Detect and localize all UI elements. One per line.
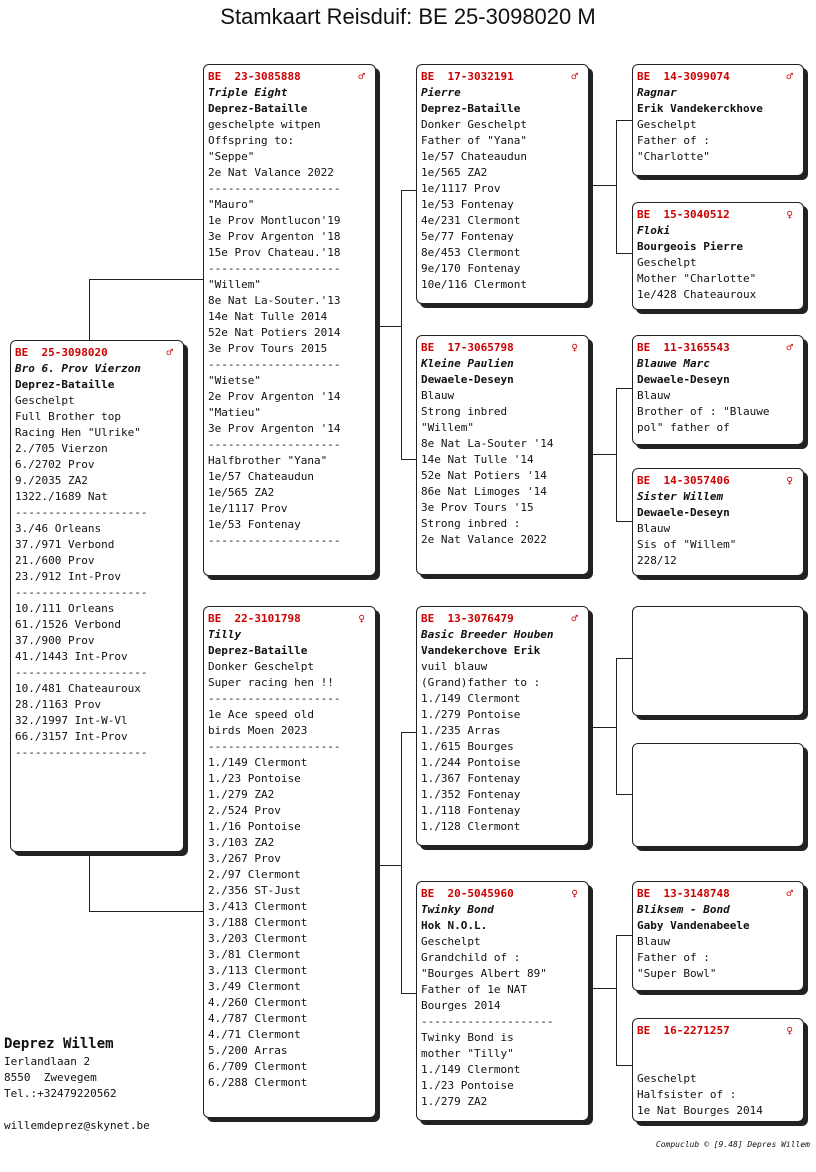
info-line: 8e Nat La-Souter '14 [421, 437, 554, 450]
pigeon-card-dam-dam [416, 881, 589, 1121]
info-line: -------------------- [208, 182, 341, 195]
info-line: 1./352 Fontenay [421, 788, 521, 801]
female-symbol-icon: ♀ [786, 208, 793, 221]
connector-line [616, 658, 617, 795]
connector-line [401, 993, 417, 994]
connector-line [591, 454, 616, 455]
info-line: 1./16 Pontoise [208, 820, 301, 833]
info-line: -------------------- [421, 1015, 554, 1028]
info-line: 1e Ace speed old [208, 708, 314, 721]
info-line: vuil blauw [421, 660, 488, 673]
info-line: 10./111 Orleans [15, 602, 115, 615]
breeder-name [637, 1055, 803, 1071]
info-line: 2e Nat Valance 2022 [421, 533, 547, 546]
info-line: 9e/170 Fontenay [421, 262, 521, 275]
ring-text: BE 15-3040512 [637, 208, 730, 221]
pigeon-card-sire-sire [416, 64, 589, 304]
breeder-city: 8550 Zwevegem [4, 1071, 97, 1084]
info-line: 8e/453 Clermont [421, 246, 521, 259]
info-line: 61./1526 Verbond [15, 618, 121, 631]
ring-number [421, 886, 588, 902]
info-line: 1./279 Pontoise [421, 708, 521, 721]
info-line: -------------------- [208, 692, 341, 705]
info-line: 9./2035 ZA2 [15, 474, 88, 487]
info-line: 1./367 Fontenay [421, 772, 521, 785]
info-line: Blauw [637, 935, 671, 948]
info-line: 2e Prov Argenton '14 [208, 390, 341, 403]
info-line: -------------------- [208, 438, 341, 451]
info-line: 1./118 Fontenay [421, 804, 521, 817]
info-line: 1./128 Clermont [421, 820, 521, 833]
info-line: -------------------- [208, 358, 341, 371]
info-line: 1e/1117 Prov [421, 182, 501, 195]
info-line: (Grand)father to : [421, 676, 541, 689]
info-line: 28./1163 Prov [15, 698, 102, 711]
connector-line [616, 794, 633, 795]
info-line: Blauw [637, 389, 671, 402]
info-line: "Seppe" [208, 150, 255, 163]
info-line: Racing Hen "Ulrike" [15, 426, 141, 439]
info-line: Strong inbred : [421, 517, 521, 530]
breeder-name: Deprez-Bataille [421, 102, 521, 115]
pigeon-name: Bliksem - Bond [637, 903, 730, 916]
info-line: 1./235 Arras [421, 724, 501, 737]
info-line: Father of "Yana" [421, 134, 527, 147]
info-line: 37./971 Verbond [15, 538, 115, 551]
ring-text: BE 13-3148748 [637, 887, 730, 900]
ring-number [637, 69, 803, 85]
breeder-name: Deprez Willem [4, 1036, 114, 1052]
info-line: 1e/53 Fontenay [208, 518, 301, 531]
breeder-name: Deprez-Bataille [208, 102, 308, 115]
info-line: 3e Prov Tours 2015 [208, 342, 328, 355]
info-line: 6./288 Clermont [208, 1076, 308, 1089]
breeder-name: Dewaele-Deseyn [421, 373, 514, 386]
pigeon-card-sd-sire [632, 335, 804, 445]
pigeon-name: Twinky Bond [421, 903, 494, 916]
connector-line [401, 459, 417, 460]
info-line: 4./260 Clermont [208, 996, 308, 1009]
male-symbol-icon: ♂ [786, 887, 793, 900]
pigeon-name: Pierre [421, 86, 461, 99]
info-line: Donker Geschelpt [421, 118, 527, 131]
info-line: 1./244 Pontoise [421, 756, 521, 769]
info-line: 2./97 Clermont [208, 868, 301, 881]
ring-text: BE 11-3165543 [637, 341, 730, 354]
info-line: Halfsister of : [637, 1088, 737, 1101]
ring-text: BE 13-3076479 [421, 612, 514, 625]
info-line: 86e Nat Limoges '14 [421, 485, 547, 498]
ring-text: BE 17-3032191 [421, 70, 514, 83]
info-line: Twinky Bond is [421, 1031, 514, 1044]
info-line: 21./600 Prov [15, 554, 95, 567]
info-line: 4e/231 Clermont [421, 214, 521, 227]
info-line: 15e Prov Chateau.'18 [208, 246, 341, 259]
info-line: 14e Nat Tulle '14 [421, 453, 534, 466]
info-line: 1./279 ZA2 [208, 788, 275, 801]
info-line: 3./413 Clermont [208, 900, 308, 913]
pigeon-card-ss-sire [632, 64, 804, 176]
ring-text: BE 20-5045960 [421, 887, 514, 900]
info-line: -------------------- [208, 534, 341, 547]
info-line: birds Moen 2023 [208, 724, 308, 737]
info-line: 6./2702 Prov [15, 458, 95, 471]
info-line: Donker Geschelpt [208, 660, 314, 673]
male-symbol-icon: ♂ [166, 346, 173, 359]
ring-text: BE 14-3057406 [637, 474, 730, 487]
info-line: 1./23 Pontoise [208, 772, 301, 785]
ring-text: BE 14-3099074 [637, 70, 730, 83]
info-line: "Bourges Albert 89" [421, 967, 547, 980]
info-line: 3./267 Prov [208, 852, 281, 865]
female-symbol-icon: ♀ [358, 612, 365, 625]
info-line: 1e Nat Bourges 2014 [637, 1104, 763, 1117]
info-line: 23./912 Int-Prov [15, 570, 121, 583]
ring-number [637, 473, 803, 489]
breeder-name: Gaby Vandenabeele [637, 919, 750, 932]
breeder-name: Dewaele-Deseyn [637, 506, 730, 519]
connector-line [616, 388, 617, 522]
info-line: 1./279 ZA2 [421, 1095, 488, 1108]
female-symbol-icon: ♀ [571, 341, 578, 354]
info-line: 4./71 Clermont [208, 1028, 301, 1041]
info-line: 3./113 Clermont [208, 964, 308, 977]
info-line: 1e Prov Montlucon'19 [208, 214, 341, 227]
info-line: 3./46 Orleans [15, 522, 102, 535]
pigeon-name: Ragnar [637, 86, 677, 99]
connector-line [401, 190, 402, 460]
info-line: 2./705 Vierzon [15, 442, 108, 455]
info-line: -------------------- [15, 666, 148, 679]
pigeon-card-dd-dam [632, 1018, 804, 1122]
info-line: 1./149 Clermont [421, 692, 521, 705]
info-line: 52e Nat Potiers 2014 [208, 326, 341, 339]
connector-line [401, 190, 417, 191]
male-symbol-icon: ♂ [358, 70, 365, 83]
connector-line [378, 326, 401, 327]
info-line: 1e/565 ZA2 [421, 166, 488, 179]
info-line: 2./524 Prov [208, 804, 281, 817]
info-line: "Willem" [421, 421, 474, 434]
info-line: "Super Bowl" [637, 967, 717, 980]
page-title: Stamkaart Reisduif: BE 25-3098020 M [220, 4, 596, 29]
pigeon-card-dam-sire [416, 606, 589, 846]
breeder-address: Ierlandlaan 2 [4, 1055, 91, 1068]
pigeon-card-sd-dam [632, 468, 804, 576]
breeder-name: Erik Vandekerckhove [637, 102, 763, 115]
pigeon-name [637, 1039, 803, 1055]
info-line: 5e/77 Fontenay [421, 230, 514, 243]
info-line: 228/12 [637, 554, 677, 567]
breeder-email[interactable]: willemdeprez@skynet.be [4, 1119, 150, 1132]
info-line: 1e/565 ZA2 [208, 486, 275, 499]
info-line: 14e Nat Tulle 2014 [208, 310, 328, 323]
info-line: 3e Prov Argenton '14 [208, 422, 341, 435]
pigeon-name: Sister Willem [637, 490, 724, 503]
connector-line [616, 388, 633, 389]
info-line: Full Brother top [15, 410, 121, 423]
connector-line [401, 732, 402, 994]
ring-number [15, 345, 183, 361]
info-line: 3e Prov Argenton '18 [208, 230, 341, 243]
ring-number [208, 611, 375, 627]
connector-line [591, 727, 616, 728]
info-line: Halfbrother "Yana" [208, 454, 328, 467]
info-line: 3e Prov Tours '15 [421, 501, 534, 514]
pigeon-card-ss-dam [632, 202, 804, 310]
pigeon-card-dam [203, 606, 376, 1118]
info-line: 5./200 Arras [208, 1044, 288, 1057]
info-line: 10e/116 Clermont [421, 278, 527, 291]
info-line: Geschelpt [637, 1072, 697, 1085]
info-line: Father of : [637, 134, 710, 147]
info-line: Sis of "Willem" [637, 538, 737, 551]
info-line: 1./149 Clermont [208, 756, 308, 769]
connector-line [89, 911, 204, 912]
breeder-name: Deprez-Bataille [208, 644, 308, 657]
breeder-name: Bourgeois Pierre [637, 240, 743, 253]
pigeon-card-sire [203, 64, 376, 576]
male-symbol-icon: ♂ [571, 612, 578, 625]
pigeon-name: Floki [637, 224, 671, 237]
pigeon-name: Kleine Paulien [421, 357, 514, 370]
connector-line [89, 279, 204, 280]
connector-line [616, 935, 617, 1066]
info-line: Geschelpt [421, 935, 481, 948]
footer-credit: Compuclub © [9.48] Depres Willem [655, 1140, 810, 1149]
info-line: 3./49 Clermont [208, 980, 301, 993]
info-line: Father of : [637, 951, 710, 964]
ring-number [421, 69, 588, 85]
info-line: 1./615 Bourges [421, 740, 514, 753]
ring-text: BE 25-3098020 [15, 346, 108, 359]
info-line: 4./787 Clermont [208, 1012, 308, 1025]
connector-line [401, 732, 417, 733]
pigeon-card-dd-sire [632, 881, 804, 991]
info-line: Strong inbred [421, 405, 508, 418]
connector-line [616, 521, 633, 522]
info-line: -------------------- [15, 506, 148, 519]
info-line: -------------------- [15, 746, 148, 759]
info-line: Blauw [637, 522, 671, 535]
info-line: "Mauro" [208, 198, 255, 211]
info-line: 3./103 ZA2 [208, 836, 275, 849]
info-line: Mother "Charlotte" [637, 272, 757, 285]
info-line: 6./709 Clermont [208, 1060, 308, 1073]
ring-number [637, 340, 803, 356]
ring-number [637, 886, 803, 902]
connector-line [89, 279, 90, 341]
ring-text: BE 22-3101798 [208, 612, 301, 625]
info-line: Geschelpt [637, 256, 697, 269]
info-line: Offspring to: [208, 134, 295, 147]
breeder-name: Dewaele-Deseyn [637, 373, 730, 386]
info-line: 32./1997 Int-W-Vl [15, 714, 128, 727]
breeder-name: Deprez-Bataille [15, 378, 115, 391]
info-line: Bourges 2014 [421, 999, 501, 1012]
ring-text: BE 23-3085888 [208, 70, 301, 83]
pigeon-name: Bro 6. Prov Vierzon [15, 362, 141, 375]
info-line: Grandchild of : [421, 951, 521, 964]
info-line: Geschelpt [15, 394, 75, 407]
info-line: 1e/53 Fontenay [421, 198, 514, 211]
info-line: -------------------- [208, 262, 341, 275]
pigeon-card-ds-dam-empty [632, 743, 804, 847]
breeder-info [4, 1034, 150, 1134]
ring-text: BE 16-2271257 [637, 1024, 730, 1037]
breeder-name: Hok N.O.L. [421, 919, 488, 932]
pigeon-name: Basic Breeder Houben [421, 628, 554, 641]
ring-number [208, 69, 375, 85]
info-line: 1e/57 Chateaudun [421, 150, 527, 163]
info-line: "Wietse" [208, 374, 261, 387]
info-line: Geschelpt [637, 118, 697, 131]
connector-line [591, 988, 616, 989]
connector-line [616, 120, 633, 121]
info-line: 3./203 Clermont [208, 932, 308, 945]
connector-line [591, 185, 616, 186]
connector-line [616, 1065, 633, 1066]
info-line: 10./481 Chateauroux [15, 682, 141, 695]
male-symbol-icon: ♂ [786, 70, 793, 83]
info-line: 8e Nat La-Souter.'13 [208, 294, 341, 307]
info-line: 1./23 Pontoise [421, 1079, 514, 1092]
info-line: Super racing hen !! [208, 676, 334, 689]
pigeon-name: Tilly [208, 628, 242, 641]
pigeon-card-ds-sire-empty [632, 606, 804, 716]
breeder-name: Vandekerchove Erik [421, 644, 541, 657]
info-line: "Charlotte" [637, 150, 710, 163]
male-symbol-icon: ♂ [786, 341, 793, 354]
female-symbol-icon: ♀ [571, 887, 578, 900]
info-line: 41./1443 Int-Prov [15, 650, 128, 663]
info-line: pol" father of [637, 421, 730, 434]
pigeon-card-sire-dam [416, 335, 589, 575]
breeder-phone: Tel.:+32479220562 [4, 1087, 117, 1100]
info-line: -------------------- [15, 586, 148, 599]
connector-line [89, 852, 90, 912]
info-line: geschelpte witpen [208, 118, 321, 131]
ring-number [421, 611, 588, 627]
info-line: Father of 1e NAT [421, 983, 527, 996]
connector-line [616, 120, 617, 254]
ring-number [421, 340, 588, 356]
ring-number [637, 1023, 803, 1039]
ring-text: BE 17-3065798 [421, 341, 514, 354]
info-line: Brother of : "Blauwe [637, 405, 770, 418]
connector-line [616, 935, 633, 936]
ring-number [637, 207, 803, 223]
info-line: 52e Nat Potiers '14 [421, 469, 547, 482]
info-line: 1./149 Clermont [421, 1063, 521, 1076]
info-line: 2./356 ST-Just [208, 884, 301, 897]
info-line: 1e/428 Chateauroux [637, 288, 757, 301]
info-line: 66./3157 Int-Prov [15, 730, 128, 743]
pigeon-name: Blauwe Marc [637, 357, 710, 370]
connector-line [616, 253, 633, 254]
info-line: mother "Tilly" [421, 1047, 514, 1060]
info-line: Blauw [421, 389, 455, 402]
info-line: 1322./1689 Nat [15, 490, 108, 503]
female-symbol-icon: ♀ [786, 1024, 793, 1037]
info-line: 2e Nat Valance 2022 [208, 166, 334, 179]
pigeon-card-subject [10, 340, 184, 852]
info-line: 1e/1117 Prov [208, 502, 288, 515]
pigeon-name: Triple Eight [208, 86, 288, 99]
info-line: "Matieu" [208, 406, 261, 419]
female-symbol-icon: ♀ [786, 474, 793, 487]
connector-line [378, 865, 401, 866]
info-line: 3./81 Clermont [208, 948, 301, 961]
info-line: -------------------- [208, 740, 341, 753]
info-line: "Willem" [208, 278, 261, 291]
info-line: 1e/57 Chateaudun [208, 470, 314, 483]
info-line: 37./900 Prov [15, 634, 95, 647]
male-symbol-icon: ♂ [571, 70, 578, 83]
connector-line [616, 658, 633, 659]
info-line: 3./188 Clermont [208, 916, 308, 929]
